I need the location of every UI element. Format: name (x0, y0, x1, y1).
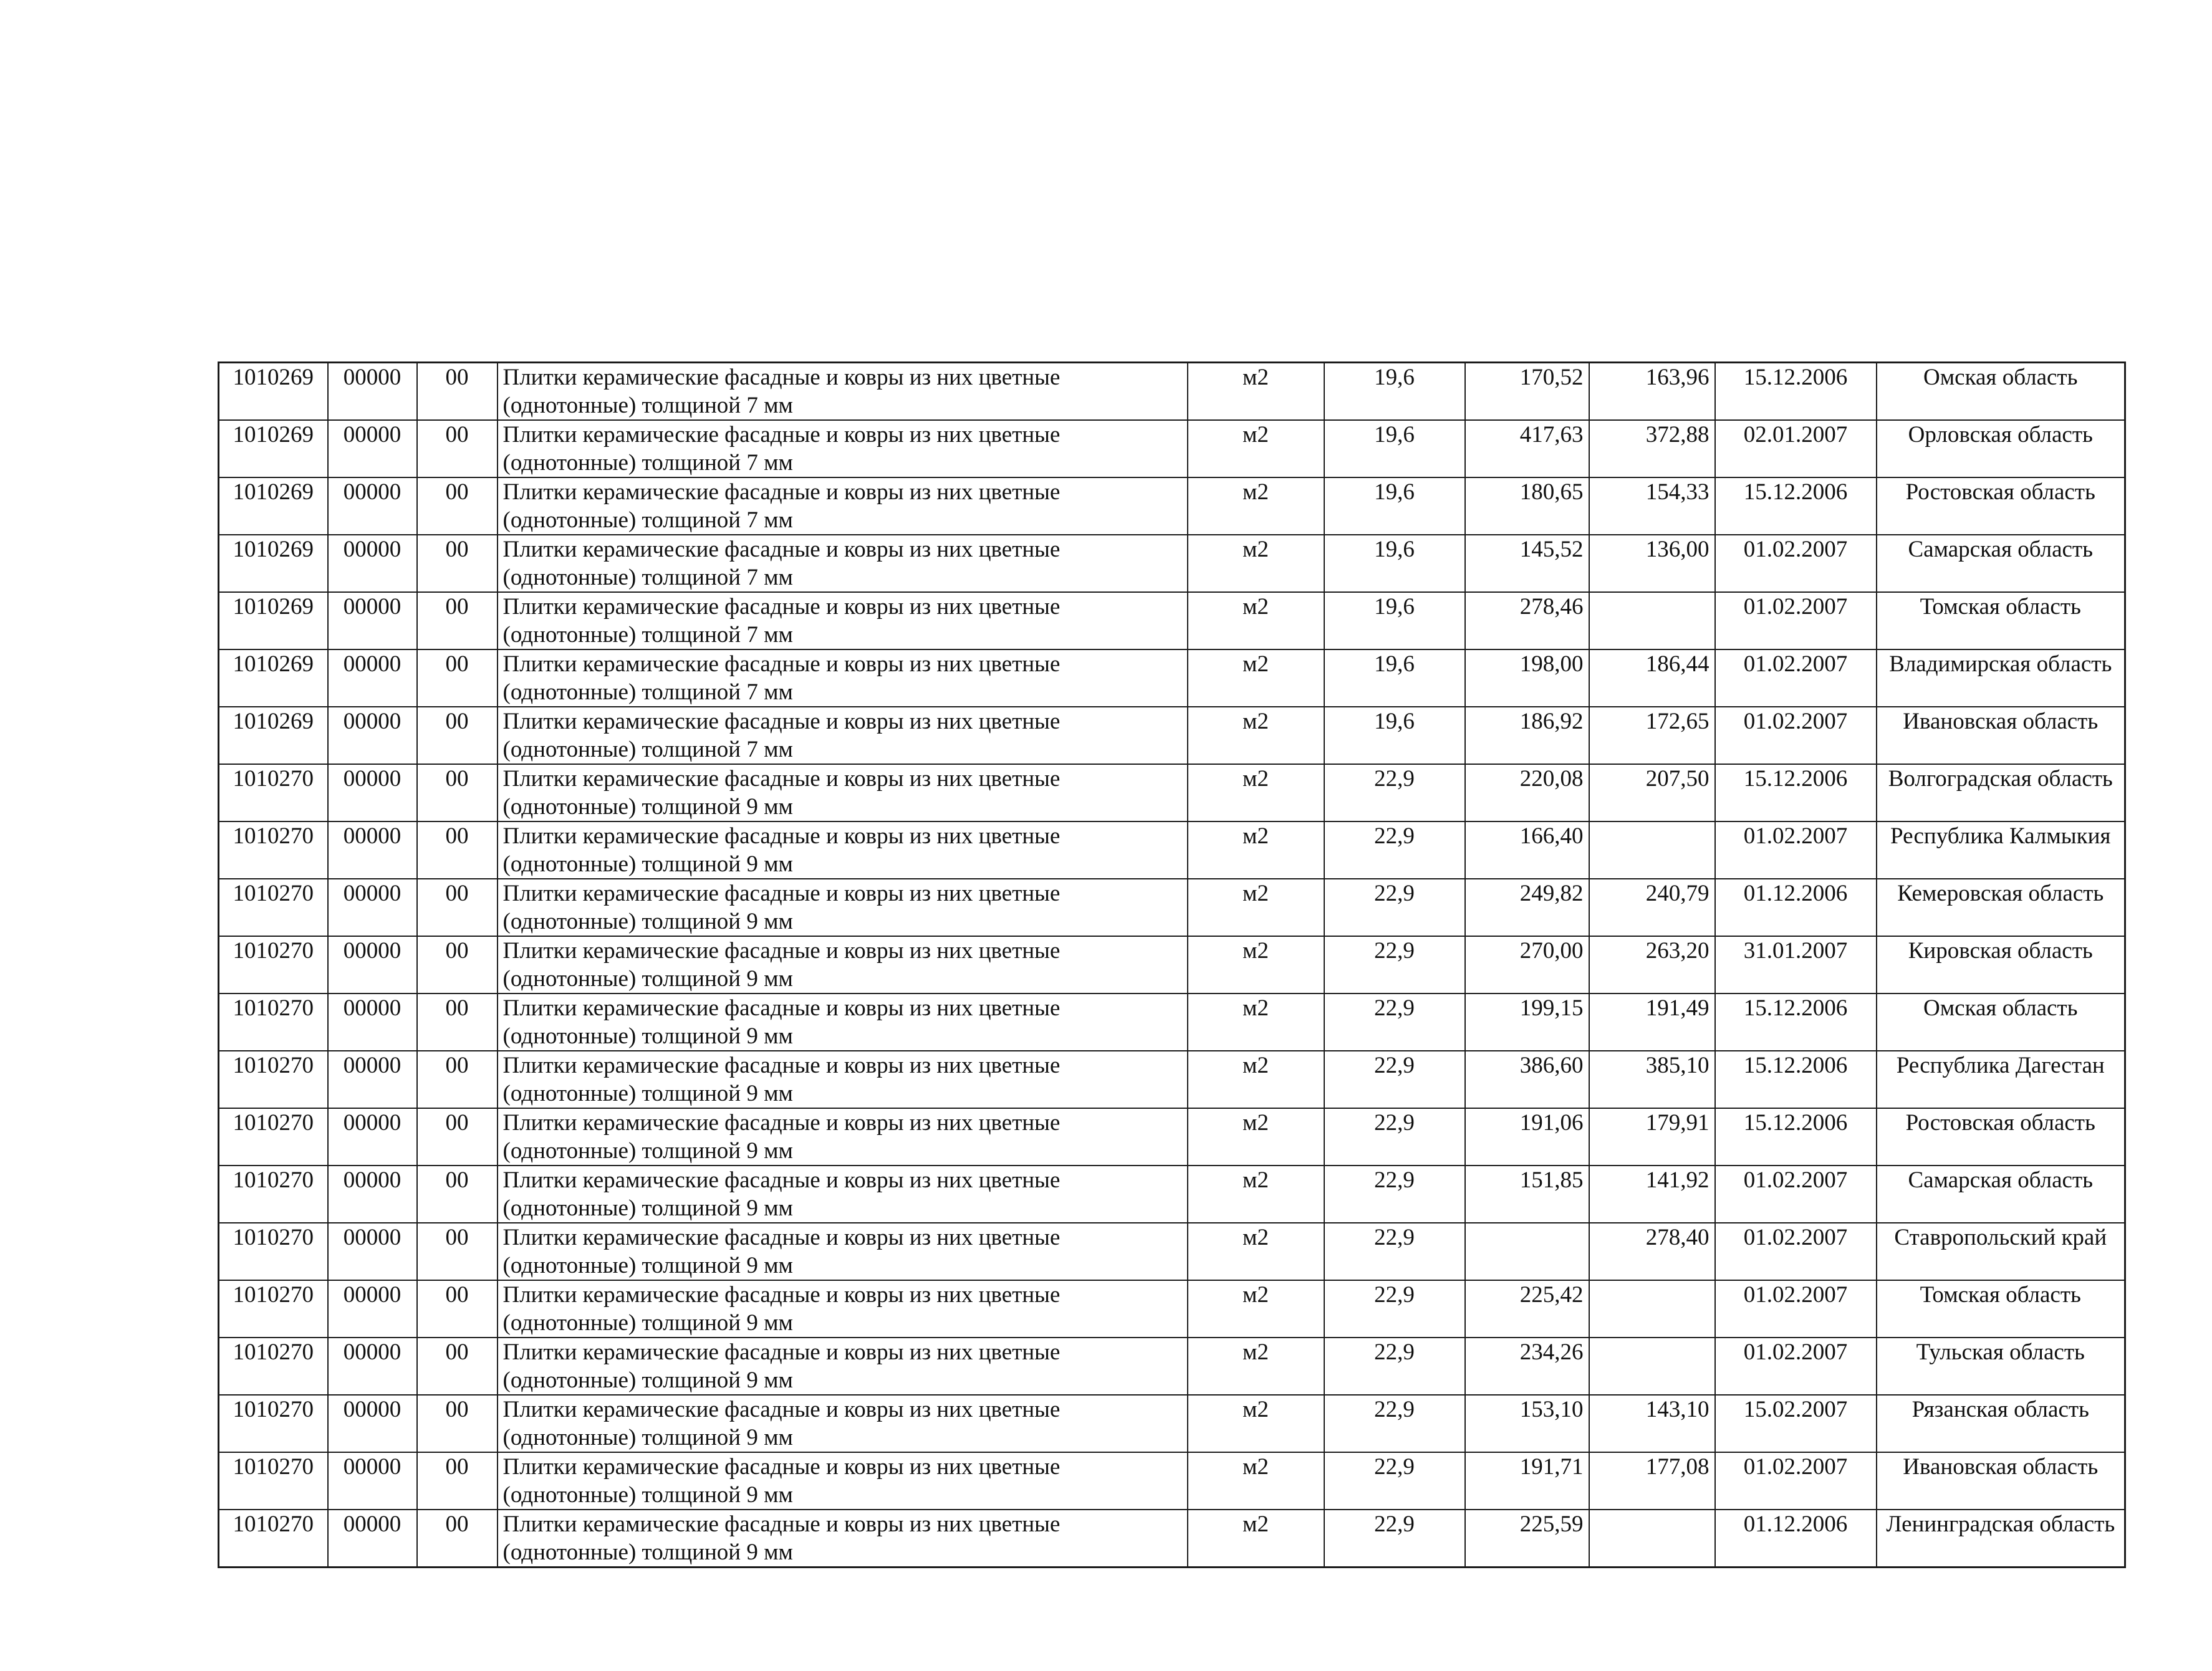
code-cell: 1010270 (219, 1452, 328, 1510)
unit-cell: м2 (1188, 879, 1324, 936)
product-name-cell: Плитки керамические фасадные и ковры из них цветные (однотонные) толщиной 9 мм (498, 936, 1188, 994)
product-name-cell: Плитки керамические фасадные и ковры из них цветные (однотонные) толщиной 9 мм (498, 1051, 1188, 1108)
date-cell: 01.02.2007 (1715, 592, 1877, 649)
code-cell: 1010270 (219, 994, 328, 1051)
region-cell: Ростовская область (1877, 1108, 2125, 1166)
code-cell: 1010270 (219, 1108, 328, 1166)
subcode2-cell: 00 (417, 879, 498, 936)
product-name-cell: Плитки керамические фасадные и ковры из них цветные (однотонные) толщиной 9 мм (498, 1280, 1188, 1338)
region-cell: Республика Дагестан (1877, 1051, 2125, 1108)
table-row (219, 1108, 2125, 1166)
region-cell: Кировская область (1877, 936, 2125, 994)
region-cell: Томская область (1877, 1280, 2125, 1338)
product-name-cell: Плитки керамические фасадные и ковры из них цветные (однотонные) толщиной 9 мм (498, 994, 1188, 1051)
product-name-cell: Плитки керамические фасадные и ковры из них цветные (однотонные) толщиной 9 мм (498, 1166, 1188, 1223)
code-cell: 1010270 (219, 1166, 328, 1223)
code-cell: 1010270 (219, 879, 328, 936)
table-row (219, 363, 2125, 421)
price-cell: 278,46 (1465, 592, 1589, 649)
price-cell: 170,52 (1465, 363, 1589, 421)
ratio-cell: 19,6 (1324, 649, 1465, 707)
subcode-cell: 00000 (328, 1338, 417, 1395)
price-cell: 166,40 (1465, 821, 1589, 879)
price-cell: 234,26 (1465, 1338, 1589, 1395)
product-name-cell: Плитки керамические фасадные и ковры из них цветные (однотонные) толщиной 9 мм (498, 879, 1188, 936)
code-cell: 1010269 (219, 707, 328, 764)
price-cell: 199,15 (1465, 994, 1589, 1051)
unit-cell: м2 (1188, 420, 1324, 477)
code-cell: 1010270 (219, 936, 328, 994)
table-row (219, 1452, 2125, 1510)
region-cell: Орловская область (1877, 420, 2125, 477)
subcode-cell: 00000 (328, 1108, 417, 1166)
date-cell: 01.02.2007 (1715, 1338, 1877, 1395)
date-cell: 01.02.2007 (1715, 649, 1877, 707)
price-cell: 141,92 (1589, 1166, 1715, 1223)
price-cell: 177,08 (1589, 1452, 1715, 1510)
price-cell: 278,40 (1589, 1223, 1715, 1280)
date-cell: 01.02.2007 (1715, 1280, 1877, 1338)
price-cell (1465, 1223, 1589, 1280)
region-cell: Республика Калмыкия (1877, 821, 2125, 879)
ratio-cell: 22,9 (1324, 1108, 1465, 1166)
price-cell: 220,08 (1465, 764, 1589, 821)
ratio-cell: 19,6 (1324, 707, 1465, 764)
price-cell: 172,65 (1589, 707, 1715, 764)
subcode-cell: 00000 (328, 821, 417, 879)
subcode-cell: 00000 (328, 649, 417, 707)
unit-cell: м2 (1188, 764, 1324, 821)
date-cell: 01.02.2007 (1715, 1223, 1877, 1280)
unit-cell: м2 (1188, 821, 1324, 879)
date-cell: 15.02.2007 (1715, 1395, 1877, 1452)
table-row (219, 707, 2125, 764)
region-cell: Омская область (1877, 363, 2125, 421)
price-cell: 136,00 (1589, 535, 1715, 592)
table-row (219, 764, 2125, 821)
region-cell: Ивановская область (1877, 707, 2125, 764)
region-cell: Ставропольский край (1877, 1223, 2125, 1280)
unit-cell: м2 (1188, 1452, 1324, 1510)
date-cell: 01.02.2007 (1715, 1452, 1877, 1510)
price-cell: 151,85 (1465, 1166, 1589, 1223)
region-cell: Ивановская область (1877, 1452, 2125, 1510)
unit-cell: м2 (1188, 1338, 1324, 1395)
subcode2-cell: 00 (417, 1223, 498, 1280)
product-name-cell: Плитки керамические фасадные и ковры из них цветные (однотонные) толщиной 7 мм (498, 592, 1188, 649)
product-name-cell: Плитки керамические фасадные и ковры из них цветные (однотонные) толщиной 7 мм (498, 420, 1188, 477)
unit-cell: м2 (1188, 1051, 1324, 1108)
date-cell: 01.12.2006 (1715, 1510, 1877, 1568)
date-cell: 15.12.2006 (1715, 477, 1877, 535)
date-cell: 01.02.2007 (1715, 535, 1877, 592)
subcode2-cell: 00 (417, 649, 498, 707)
table-row (219, 821, 2125, 879)
table-row (219, 1395, 2125, 1452)
ratio-cell: 22,9 (1324, 1223, 1465, 1280)
price-cell: 191,06 (1465, 1108, 1589, 1166)
product-name-cell: Плитки керамические фасадные и ковры из них цветные (однотонные) толщиной 7 мм (498, 363, 1188, 421)
subcode-cell: 00000 (328, 1051, 417, 1108)
unit-cell: м2 (1188, 1280, 1324, 1338)
price-cell (1589, 592, 1715, 649)
unit-cell: м2 (1188, 936, 1324, 994)
subcode2-cell: 00 (417, 936, 498, 994)
code-cell: 1010270 (219, 821, 328, 879)
subcode2-cell: 00 (417, 764, 498, 821)
table-row (219, 1338, 2125, 1395)
price-cell: 179,91 (1589, 1108, 1715, 1166)
region-cell: Омская область (1877, 994, 2125, 1051)
price-cell: 143,10 (1589, 1395, 1715, 1452)
subcode2-cell: 00 (417, 1051, 498, 1108)
region-cell: Тульская область (1877, 1338, 2125, 1395)
region-cell: Ростовская область (1877, 477, 2125, 535)
table-row (219, 879, 2125, 936)
product-name-cell: Плитки керамические фасадные и ковры из них цветные (однотонные) толщиной 7 мм (498, 535, 1188, 592)
price-cell: 240,79 (1589, 879, 1715, 936)
table-row (219, 1166, 2125, 1223)
ratio-cell: 19,6 (1324, 592, 1465, 649)
unit-cell: м2 (1188, 1395, 1324, 1452)
table-row (219, 477, 2125, 535)
subcode-cell: 00000 (328, 592, 417, 649)
subcode-cell: 00000 (328, 535, 417, 592)
subcode2-cell: 00 (417, 994, 498, 1051)
date-cell: 02.01.2007 (1715, 420, 1877, 477)
subcode2-cell: 00 (417, 1166, 498, 1223)
price-cell: 191,71 (1465, 1452, 1589, 1510)
subcode-cell: 00000 (328, 1395, 417, 1452)
date-cell: 15.12.2006 (1715, 764, 1877, 821)
code-cell: 1010270 (219, 1395, 328, 1452)
region-cell: Самарская область (1877, 1166, 2125, 1223)
subcode2-cell: 00 (417, 1452, 498, 1510)
region-cell: Ленинградская область (1877, 1510, 2125, 1568)
product-name-cell: Плитки керамические фасадные и ковры из них цветные (однотонные) толщиной 9 мм (498, 1395, 1188, 1452)
ratio-cell: 22,9 (1324, 821, 1465, 879)
ratio-cell: 22,9 (1324, 879, 1465, 936)
code-cell: 1010270 (219, 764, 328, 821)
table-body (219, 363, 2125, 1568)
date-cell: 01.02.2007 (1715, 821, 1877, 879)
date-cell: 15.12.2006 (1715, 994, 1877, 1051)
ratio-cell: 19,6 (1324, 420, 1465, 477)
subcode2-cell: 00 (417, 535, 498, 592)
subcode-cell: 00000 (328, 1223, 417, 1280)
code-cell: 1010270 (219, 1510, 328, 1568)
subcode-cell: 00000 (328, 936, 417, 994)
unit-cell: м2 (1188, 477, 1324, 535)
ratio-cell: 22,9 (1324, 1510, 1465, 1568)
price-cell: 249,82 (1465, 879, 1589, 936)
ratio-cell: 19,6 (1324, 363, 1465, 421)
table-row (219, 592, 2125, 649)
subcode2-cell: 00 (417, 592, 498, 649)
unit-cell: м2 (1188, 1223, 1324, 1280)
table-row (219, 649, 2125, 707)
unit-cell: м2 (1188, 707, 1324, 764)
ratio-cell: 22,9 (1324, 936, 1465, 994)
table-row (219, 420, 2125, 477)
subcode-cell: 00000 (328, 1510, 417, 1568)
subcode-cell: 00000 (328, 1280, 417, 1338)
code-cell: 1010270 (219, 1051, 328, 1108)
price-cell: 372,88 (1589, 420, 1715, 477)
price-cell (1589, 1510, 1715, 1568)
price-cell: 386,60 (1465, 1051, 1589, 1108)
ratio-cell: 22,9 (1324, 1166, 1465, 1223)
unit-cell: м2 (1188, 1108, 1324, 1166)
date-cell: 15.12.2006 (1715, 1108, 1877, 1166)
price-cell: 385,10 (1589, 1051, 1715, 1108)
ratio-cell: 22,9 (1324, 1280, 1465, 1338)
code-cell: 1010270 (219, 1223, 328, 1280)
table-row (219, 994, 2125, 1051)
price-cell: 198,00 (1465, 649, 1589, 707)
table-row (219, 936, 2125, 994)
date-cell: 01.02.2007 (1715, 1166, 1877, 1223)
subcode-cell: 00000 (328, 363, 417, 421)
product-name-cell: Плитки керамические фасадные и ковры из них цветные (однотонные) толщиной 9 мм (498, 1452, 1188, 1510)
table-row (219, 1510, 2125, 1568)
subcode2-cell: 00 (417, 821, 498, 879)
ratio-cell: 22,9 (1324, 1395, 1465, 1452)
code-cell: 1010269 (219, 420, 328, 477)
subcode2-cell: 00 (417, 1338, 498, 1395)
subcode-cell: 00000 (328, 994, 417, 1051)
subcode-cell: 00000 (328, 420, 417, 477)
ratio-cell: 22,9 (1324, 1338, 1465, 1395)
region-cell: Рязанская область (1877, 1395, 2125, 1452)
product-name-cell: Плитки керамические фасадные и ковры из них цветные (однотонные) толщиной 9 мм (498, 1338, 1188, 1395)
unit-cell: м2 (1188, 649, 1324, 707)
price-cell: 270,00 (1465, 936, 1589, 994)
product-name-cell: Плитки керамические фасадные и ковры из них цветные (однотонные) толщиной 9 мм (498, 764, 1188, 821)
date-cell: 01.02.2007 (1715, 707, 1877, 764)
subcode-cell: 00000 (328, 879, 417, 936)
subcode-cell: 00000 (328, 477, 417, 535)
table-row (219, 1223, 2125, 1280)
subcode-cell: 00000 (328, 764, 417, 821)
table-row (219, 1280, 2125, 1338)
code-cell: 1010269 (219, 535, 328, 592)
price-cell: 417,63 (1465, 420, 1589, 477)
subcode2-cell: 00 (417, 1280, 498, 1338)
price-cell: 186,92 (1465, 707, 1589, 764)
code-cell: 1010270 (219, 1338, 328, 1395)
product-name-cell: Плитки керамические фасадные и ковры из них цветные (однотонные) толщиной 9 мм (498, 1223, 1188, 1280)
product-name-cell: Плитки керамические фасадные и ковры из них цветные (однотонные) толщиной 7 мм (498, 649, 1188, 707)
subcode2-cell: 00 (417, 477, 498, 535)
subcode2-cell: 00 (417, 363, 498, 421)
ratio-cell: 22,9 (1324, 1452, 1465, 1510)
ratio-cell: 19,6 (1324, 535, 1465, 592)
unit-cell: м2 (1188, 535, 1324, 592)
price-cell: 180,65 (1465, 477, 1589, 535)
price-cell: 186,44 (1589, 649, 1715, 707)
code-cell: 1010269 (219, 649, 328, 707)
product-name-cell: Плитки керамические фасадные и ковры из них цветные (однотонные) толщиной 9 мм (498, 821, 1188, 879)
price-cell: 191,49 (1589, 994, 1715, 1051)
subcode2-cell: 00 (417, 1395, 498, 1452)
product-name-cell: Плитки керамические фасадные и ковры из них цветные (однотонные) толщиной 9 мм (498, 1108, 1188, 1166)
subcode2-cell: 00 (417, 1108, 498, 1166)
price-cell (1589, 821, 1715, 879)
region-cell: Владимирская область (1877, 649, 2125, 707)
subcode2-cell: 00 (417, 420, 498, 477)
region-cell: Самарская область (1877, 535, 2125, 592)
unit-cell: м2 (1188, 592, 1324, 649)
product-name-cell: Плитки керамические фасадные и ковры из них цветные (однотонные) толщиной 9 мм (498, 1510, 1188, 1568)
region-cell: Волгоградская область (1877, 764, 2125, 821)
subcode2-cell: 00 (417, 1510, 498, 1568)
ratio-cell: 22,9 (1324, 1051, 1465, 1108)
region-cell: Кемеровская область (1877, 879, 2125, 936)
table-row (219, 1051, 2125, 1108)
date-cell: 31.01.2007 (1715, 936, 1877, 994)
ratio-cell: 22,9 (1324, 764, 1465, 821)
price-cell: 154,33 (1589, 477, 1715, 535)
code-cell: 1010269 (219, 477, 328, 535)
unit-cell: м2 (1188, 363, 1324, 421)
price-cell (1589, 1338, 1715, 1395)
subcode-cell: 00000 (328, 1166, 417, 1223)
price-cell (1589, 1280, 1715, 1338)
date-cell: 01.12.2006 (1715, 879, 1877, 936)
price-cell: 263,20 (1589, 936, 1715, 994)
price-cell: 153,10 (1465, 1395, 1589, 1452)
unit-cell: м2 (1188, 1510, 1324, 1568)
unit-cell: м2 (1188, 1166, 1324, 1223)
ratio-cell: 19,6 (1324, 477, 1465, 535)
code-cell: 1010270 (219, 1280, 328, 1338)
ratio-cell: 22,9 (1324, 994, 1465, 1051)
subcode2-cell: 00 (417, 707, 498, 764)
price-cell: 225,42 (1465, 1280, 1589, 1338)
code-cell: 1010269 (219, 363, 328, 421)
product-name-cell: Плитки керамические фасадные и ковры из них цветные (однотонные) толщиной 7 мм (498, 707, 1188, 764)
table-row (219, 535, 2125, 592)
date-cell: 15.12.2006 (1715, 363, 1877, 421)
price-cell: 163,96 (1589, 363, 1715, 421)
subcode-cell: 00000 (328, 1452, 417, 1510)
price-table (218, 361, 2126, 1568)
region-cell: Томская область (1877, 592, 2125, 649)
price-cell: 145,52 (1465, 535, 1589, 592)
date-cell: 15.12.2006 (1715, 1051, 1877, 1108)
price-cell: 207,50 (1589, 764, 1715, 821)
subcode-cell: 00000 (328, 707, 417, 764)
unit-cell: м2 (1188, 994, 1324, 1051)
product-name-cell: Плитки керамические фасадные и ковры из них цветные (однотонные) толщиной 7 мм (498, 477, 1188, 535)
code-cell: 1010269 (219, 592, 328, 649)
price-cell: 225,59 (1465, 1510, 1589, 1568)
